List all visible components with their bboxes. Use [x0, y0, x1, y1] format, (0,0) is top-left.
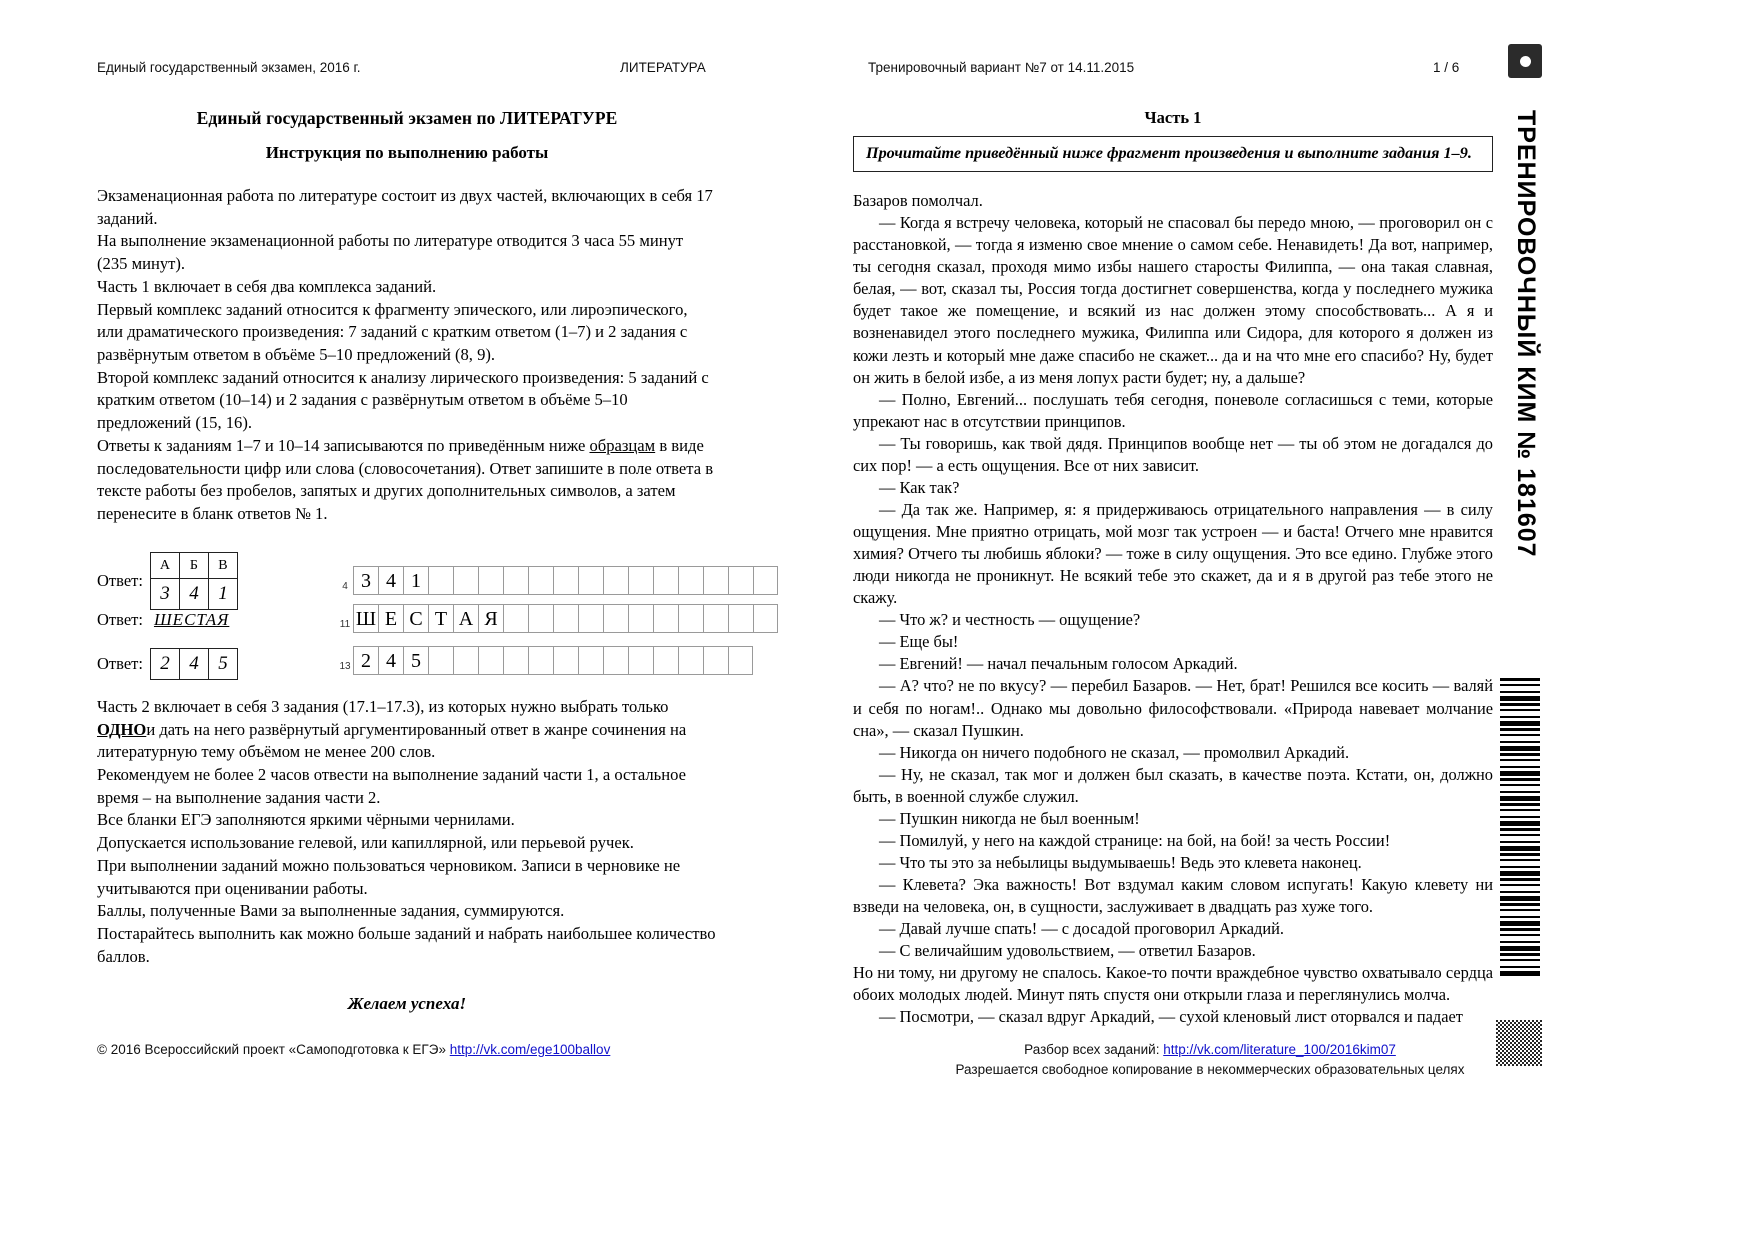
answer-strip-cell-empty	[503, 604, 528, 633]
footer-solutions-link[interactable]: http://vk.com/literature_100/2016kim07	[1163, 1042, 1396, 1057]
answer-strip-cell: 2	[353, 646, 378, 675]
part-title: Часть 1	[1144, 108, 1202, 127]
answer-strip-cell-empty	[653, 646, 678, 675]
answer-strip-cell-empty	[703, 646, 728, 675]
answer-value-cell: 4	[180, 579, 209, 609]
answer-strip-cell: Т	[428, 604, 453, 633]
answer-strip-cell: 4	[378, 566, 403, 595]
answer-strip-cell-empty	[728, 566, 753, 595]
answer-strip-cell: Ш	[353, 604, 378, 633]
answer-strip-cell-empty	[478, 646, 503, 675]
answer-strip-cell-empty	[528, 566, 553, 595]
answer-strip-cell-empty	[628, 604, 653, 633]
fragment-paragraph: — Как так?	[879, 477, 960, 497]
answer-strip-cell-empty	[628, 646, 653, 675]
answer-examples	[97, 548, 717, 684]
instruction-body	[97, 185, 717, 526]
answer-strip-cell: С	[403, 604, 428, 633]
answer-strip-cell-empty	[603, 604, 628, 633]
answer-strip-cell-empty	[628, 566, 653, 595]
answer-value-cell: 3	[151, 579, 180, 609]
answer-strip-cell-empty	[553, 566, 578, 595]
fragment-paragraph: — Что ж? и честность — ощущение?	[879, 610, 1141, 630]
logo-icon	[1508, 44, 1542, 78]
instruction-paragraph: Часть 1 включает в себя два комплекса заданий.	[97, 276, 437, 296]
answer-strip-cell-empty	[428, 646, 453, 675]
page-title: Единый государственный экзамен по ЛИТЕРАТУРЕ	[196, 108, 618, 128]
answer-strip-cell-empty	[703, 604, 728, 633]
answer-strip-cell-empty	[703, 566, 728, 595]
footer-copy-notice: Разрешается свободное копирование в некоммерческих образовательных целях	[955, 1061, 1465, 1077]
answer-header-cells-1	[150, 552, 238, 579]
text-fragment	[853, 190, 1493, 1028]
answer-strip-cell-empty	[503, 566, 528, 595]
instruction-paragraph: Второй комплекс заданий относится к анализу лирического произведения: 5 заданий с кратким ответом (10–14) и 2 задания с развёрнутым ответом в объёме 5–10 предложений (15, 16).	[97, 367, 709, 433]
answer-strip-cell-empty	[603, 646, 628, 675]
fragment-paragraph: — А? что? не по вкусу? — перебил Базаров. — Нет, брат! Решился все косить — валяй и себя по ногам!.. Однако мы довольно философствовали. «Природа навевает молчание сна», — сказал Пушкин.	[853, 676, 1493, 740]
instruction-title: Инструкция по выполнению работы	[265, 143, 549, 162]
fragment-paragraph: — Клевета? Эка важность! Вот вздумал каким словом испугать! Какую клевету ни взведи на человека, он, в сущности, заслуживает в двадцать раз хуже того.	[853, 875, 1493, 917]
answer-header-cell: Б	[180, 553, 209, 578]
answer-strip-cell: 5	[403, 646, 428, 675]
answer-value-cell: 2	[151, 649, 180, 679]
good-luck-message: Желаем успеха!	[347, 994, 467, 1014]
answer-value-cells-3	[150, 648, 238, 680]
fragment-paragraph: Но ни тому, ни другому не спалось. Какое-то почти враждебное чувство охватывало сердца обоих молодых людей. Минут пять спустя они открыли глаза и переглянулись молча.	[853, 963, 1493, 1005]
answer-strip-3	[337, 646, 753, 675]
answer-strip-cell: 4	[378, 646, 403, 675]
answer-strip-number-1: 4	[342, 580, 348, 592]
fragment-paragraph: — Что ты это за небылицы выдумываешь! Ведь это клевета наконец.	[879, 852, 1362, 872]
answer-strip-cell-empty	[478, 566, 503, 595]
answer-value-cell: 4	[180, 649, 209, 679]
header-exam-label: Единый государственный экзамен, 2016 г.	[97, 60, 361, 75]
answer-strip-number-3: 13	[339, 660, 351, 672]
answer-strip-cell-empty	[453, 646, 478, 675]
answer-strip-cell: А	[453, 604, 478, 633]
answer-strip-cell: 1	[403, 566, 428, 595]
answer-header-cell: А	[151, 553, 180, 578]
part2-text-b: и дать на него развёрнутый аргументированный ответ в жанре сочинения на литературную тему объёмом не менее 200 слов.	[97, 719, 687, 762]
fragment-paragraph: — Давай лучше спать! — с досадой проговорил Аркадий.	[879, 919, 1285, 939]
answer-strip-cells-2	[353, 604, 778, 633]
fragment-paragraph: — Посмотри, — сказал вдруг Аркадий, — сухой кленовый лист оторвался и падает	[879, 1007, 1463, 1027]
answer-strip-cell-empty	[578, 604, 603, 633]
answer-strip-cell-empty	[603, 566, 628, 595]
fragment-paragraph: — Никогда он ничего подобного не сказал, — промолвил Аркадий.	[879, 742, 1350, 762]
instruction-paragraph: Постарайтесь выполнить как можно больше заданий и набрать наибольшее количество баллов.	[97, 923, 716, 966]
answer-strip-2	[337, 604, 778, 633]
part2-paragraph	[97, 696, 717, 764]
answer-strip-cell: Я	[478, 604, 503, 633]
answer-format-paragraph	[97, 435, 717, 526]
instruction-body-2	[97, 696, 717, 969]
left-column	[97, 108, 717, 1014]
answer-format-emphasis: образцам	[589, 435, 656, 455]
fragment-paragraph: — Помилуй, у него на каждой странице: на бой, на бой! за честь России!	[879, 830, 1391, 850]
fragment-paragraph: — Еще бы!	[879, 632, 959, 652]
answer-strip-cell-empty	[678, 646, 703, 675]
answer-format-text-a: Ответы к заданиям 1–7 и 10–14 записываются по приведённым ниже	[97, 435, 590, 455]
instruction-paragraph: Все бланки ЕГЭ заполняются яркими чёрными чернилами.	[97, 810, 515, 830]
part2-text-a: Часть 2 включает в себя 3 задания (17.1–17.3), из которых нужно выбрать только	[97, 696, 669, 716]
footer-solutions-prefix: Разбор всех заданий:	[1024, 1042, 1164, 1057]
answer-label-1: Ответ:	[97, 570, 143, 590]
barcode	[1500, 678, 1540, 978]
answer-strip-cell-empty	[553, 646, 578, 675]
answer-strip-cell-empty	[453, 566, 478, 595]
fragment-paragraph: — Евгений! — начал печальным голосом Аркадий.	[879, 654, 1238, 674]
instruction-paragraph: Первый комплекс заданий относится к фрагменту эпического, или лироэпического, или драматического произведения: 7 заданий с кратким ответом (1–7) и 2 задания с развёрнутым ответом в объёме 5–10 предложений (8, 9).	[97, 299, 688, 365]
fragment-paragraph: — Полно, Евгений... послушать тебя сегодня, поневоле согласишься с теми, которые упрекают нас в отсутствии принципов.	[853, 389, 1493, 431]
fragment-paragraph: — Ты говоришь, как твой дядя. Принципов вообще нет — ты об этом не догадался до сих пор! — а есть ощущения. Все от них зависит.	[853, 433, 1493, 475]
footer-vk-link[interactable]: http://vk.com/ege100ballov	[449, 1042, 611, 1057]
task-instruction-box: Прочитайте приведённый ниже фрагмент произведения и выполните задания 1–9.	[853, 136, 1493, 172]
fragment-paragraph: — С величайшим удовольствием, — ответил Базаров.	[879, 941, 1256, 961]
header-subject: ЛИТЕРАТУРА	[620, 60, 706, 75]
answer-strip-cell-empty	[653, 604, 678, 633]
fragment-paragraph: — Пушкин никогда не был военным!	[879, 808, 1140, 828]
answer-strip-cell-empty	[578, 566, 603, 595]
answer-strip-cells-1	[353, 566, 778, 595]
answer-strip-cell-empty	[553, 604, 578, 633]
answer-strip-cell-empty	[528, 604, 553, 633]
answer-strip-cell-empty	[503, 646, 528, 675]
footer-solutions-line	[930, 1040, 1490, 1060]
instruction-paragraph: Баллы, полученные Вами за выполненные задания, суммируются.	[97, 901, 565, 921]
answer-strip-cell-empty	[728, 604, 753, 633]
answer-strip-1	[337, 566, 778, 595]
answer-strip-cell-empty	[753, 604, 778, 633]
answer-word-value: ШЕСТАЯ	[153, 609, 230, 629]
answer-format-text-b: в виде последовательности цифр или слова (словосочетания). Ответ запишите в поле ответа в тексте работы без пробелов, запятых и других дополнительных символов, а затем перенесите в бланк ответов № 1.	[97, 435, 714, 524]
header-variant: Тренировочный вариант №7 от 14.11.2015	[868, 60, 1135, 75]
answer-strip-cell-empty	[678, 566, 703, 595]
instruction-paragraph: Рекомендуем не более 2 часов отвести на выполнение заданий части 1, а остальное время – на выполнение задания части 2.	[97, 764, 686, 807]
answer-header-cell: В	[218, 557, 228, 573]
answer-example-row-1	[97, 552, 238, 610]
fragment-paragraph: Базаров помолчал.	[853, 191, 983, 211]
footer-copyright: © 2016 Всероссийский проект «Самоподготовка к ЕГЭ»	[97, 1042, 450, 1057]
answer-strip-cell: Е	[378, 604, 403, 633]
answer-strip-cell-empty	[578, 646, 603, 675]
header-page-number: 1 / 6	[1433, 60, 1460, 75]
fragment-paragraph: — Ну, не сказал, так мог и должен был сказать, в качестве поэта. Кстати, он, должно быть, в военной службе служил.	[853, 764, 1493, 806]
answer-example-row-2	[97, 610, 233, 630]
answer-label-2: Ответ:	[97, 609, 143, 629]
page-header	[0, 60, 1754, 80]
answer-strip-cell-empty	[728, 646, 753, 675]
right-column	[853, 108, 1493, 1028]
instruction-paragraph: Экзаменационная работа по литературе состоит из двух частей, включающих в себя 17 заданий.	[97, 186, 713, 228]
answer-value-cell: 1	[218, 582, 228, 604]
answer-strip-cell: 3	[353, 566, 378, 595]
vertical-kim-label: ТРЕНИРОВОЧНЫЙ КИМ № 181607	[1512, 110, 1540, 558]
answer-strip-cell-empty	[428, 566, 453, 595]
answer-example-row-3	[97, 648, 238, 680]
instruction-paragraph: На выполнение экзаменационной работы по литературе отводится 3 часа 55 минут (235 минут).	[97, 231, 684, 274]
answer-label-3: Ответ:	[97, 653, 143, 673]
answer-strip-cell-empty	[653, 566, 678, 595]
answer-strip-cell-empty	[753, 566, 778, 595]
answer-value-cells-1	[150, 579, 238, 610]
answer-value-cell: 5	[218, 652, 228, 674]
fragment-paragraph: — Да так же. Например, я: я придерживаюсь отрицательного направления — в силу ощущения. Мне приятно отрицать, мой мозг так устроен — и баста! Отчего мне нравится химия? Отчего ты любишь яблоки? — тоже в силу ощущения. Это все едино. Глубже этого люди никогда не проникнут. Не всякий тебе это скажет, да и я в другой раз тебе этого не скажу.	[853, 499, 1493, 608]
answer-strip-cell-empty	[528, 646, 553, 675]
answer-strip-cells-3	[353, 646, 753, 675]
answer-strip-number-2: 11	[339, 618, 351, 630]
instruction-paragraph: При выполнении заданий можно пользоваться черновиком. Записи в черновике не учитываются при оценивании работы.	[97, 855, 681, 898]
footer-right	[930, 1040, 1490, 1079]
qr-code	[1496, 1020, 1542, 1066]
instruction-paragraph: Допускается использование гелевой, или капиллярной, или перьевой ручек.	[97, 833, 634, 853]
footer-left	[97, 1042, 610, 1057]
fragment-paragraph: — Когда я встречу человека, который не спасовал бы передо мною, — проговорил он с расстановкой, — тогда я изменю свое мнение о самом себе. Ненавидеть! Да вот, например, ты сегодня сказал, проходя мимо избы нашего старосты Филиппа, — она такая славная, белая, — вот, сказал ты, Россия тогда достигнет совершенства, когда у последнего мужика будет такое же помещение, и всякий из нас должен этому способствовать... А я и возненавидел этого последнего мужика, Филиппа или Сидора, для которого я должен из кожи лезть и который мне даже спасибо не скажет... да и на что мне его спасибо? Ну, будет он жить в белой избе, а из меня лопух расти будет; ну, а дальше?	[853, 213, 1493, 387]
part2-emphasis: ОДНО	[97, 719, 147, 739]
answer-strip-cell-empty	[678, 604, 703, 633]
